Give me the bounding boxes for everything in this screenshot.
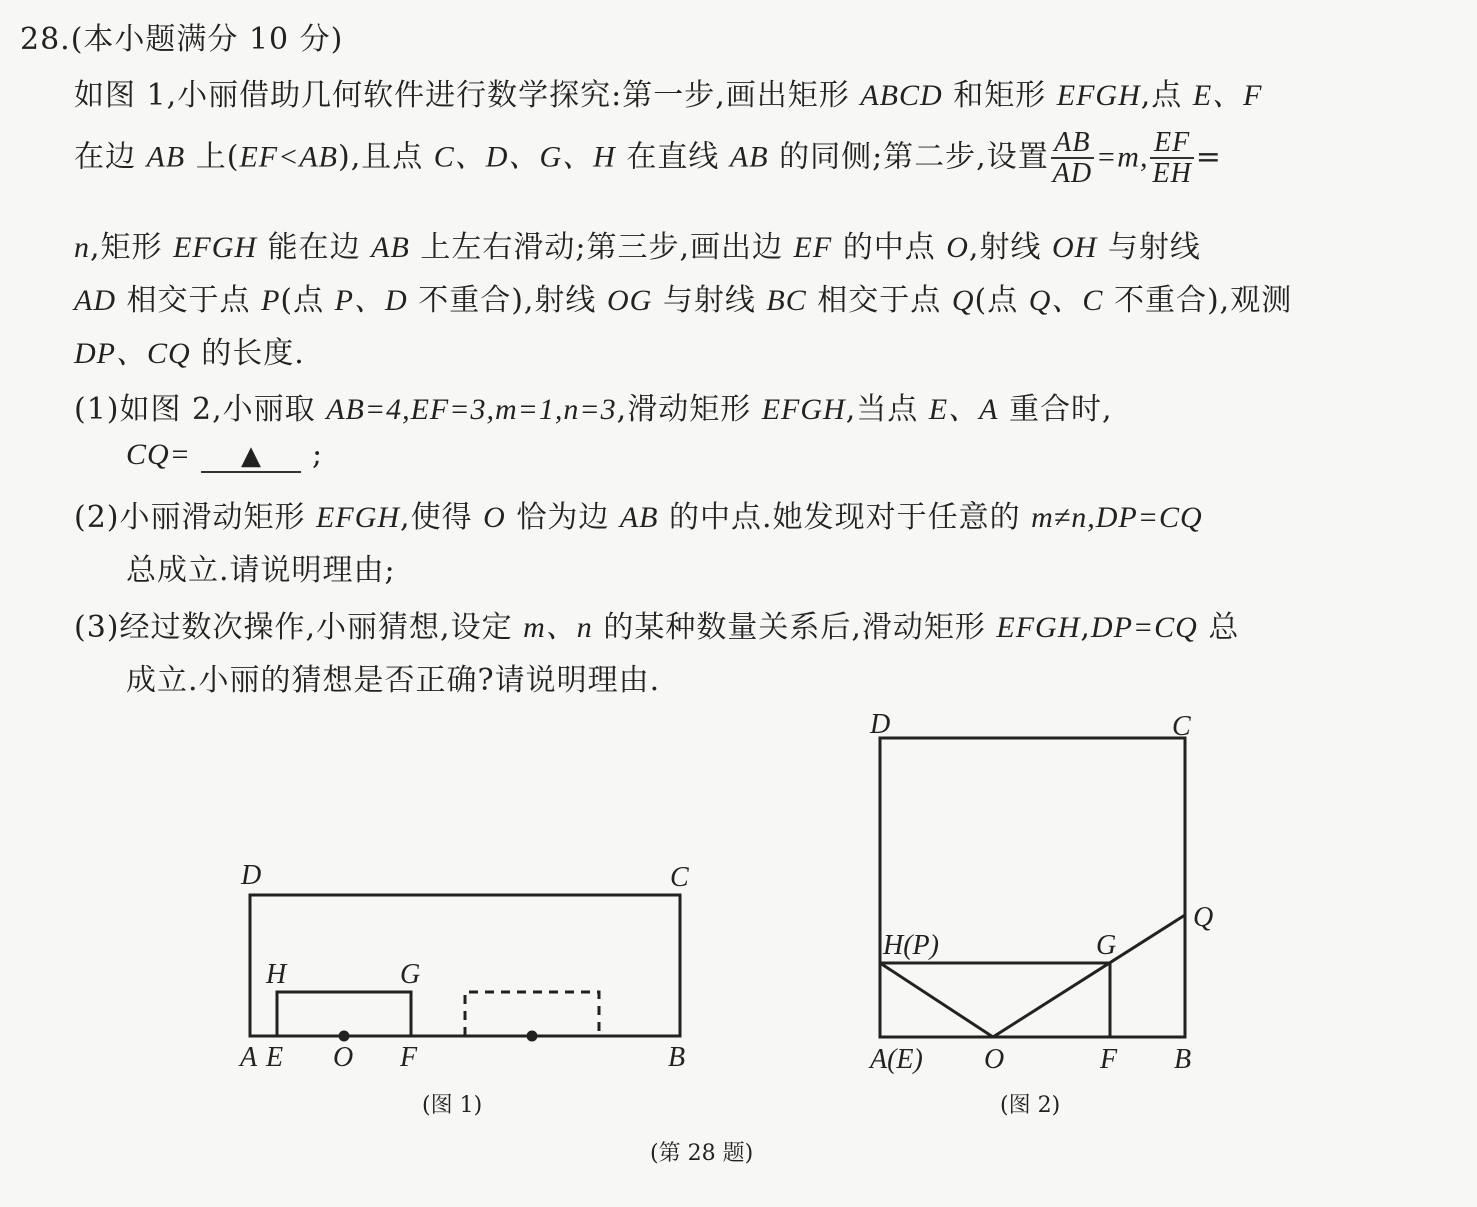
- label-o: O: [333, 1042, 354, 1073]
- math: P、D: [334, 284, 408, 317]
- math: Q、C: [1028, 284, 1104, 317]
- text: 上左右滑动;第三步,画出边: [409, 230, 794, 265]
- label-f: F: [1100, 1044, 1118, 1075]
- label-g: G: [400, 959, 421, 990]
- text: 总: [1197, 610, 1240, 645]
- text: 与射线: [1097, 230, 1201, 265]
- label-q: Q: [1193, 902, 1214, 933]
- numerator: AB: [1051, 128, 1094, 159]
- math: OH: [1052, 231, 1098, 264]
- label-f: F: [400, 1042, 418, 1073]
- text: ,当点: [845, 392, 929, 427]
- math: P: [261, 284, 281, 317]
- numerator: EF: [1150, 128, 1193, 159]
- ray-og: [993, 915, 1185, 1037]
- math: EFGH: [173, 231, 258, 264]
- text: ,射线: [968, 230, 1052, 265]
- rectangle-efgh: [277, 992, 411, 1036]
- label-a: A: [240, 1042, 258, 1073]
- math: EFGH: [996, 611, 1081, 644]
- label-a-e: A(E): [870, 1044, 923, 1075]
- denominator: AD: [1052, 158, 1093, 190]
- part-label: (3): [74, 610, 120, 645]
- text: 的某种数量关系后,滑动矩形: [592, 610, 997, 645]
- text: 和矩形: [942, 78, 1057, 113]
- text: 恰为边: [505, 500, 620, 535]
- figure-2: [880, 738, 1185, 1037]
- math: EF: [793, 231, 833, 264]
- text: 与射线: [652, 283, 767, 318]
- text: 不重合),观测: [1103, 283, 1293, 318]
- text: (点: [974, 283, 1029, 318]
- math: EFGH: [761, 393, 846, 426]
- point-o-moved: [528, 1032, 536, 1040]
- math: AD: [74, 284, 116, 317]
- text: 的长度.: [190, 336, 305, 371]
- label-e: E: [266, 1042, 284, 1073]
- math: EF<AB: [239, 140, 338, 174]
- label-h: H: [266, 959, 287, 990]
- text: 相交于点: [806, 283, 952, 318]
- part-label: (1): [74, 392, 120, 427]
- math: AB: [371, 231, 410, 264]
- text: ,滑动矩形: [616, 392, 762, 427]
- math: AB: [146, 140, 186, 174]
- label-c: C: [1172, 711, 1191, 742]
- text: 总成立.请说明理由;: [126, 553, 396, 588]
- math: O: [483, 501, 506, 534]
- text: 上(: [185, 139, 240, 175]
- score-note: (本小题满分 10 分): [70, 22, 344, 57]
- text: (点: [280, 283, 335, 318]
- math: ABCD: [860, 79, 943, 112]
- math: EFGH: [316, 501, 401, 534]
- math: DP=CQ: [1090, 611, 1198, 644]
- figure-1: [250, 895, 680, 1040]
- text: 相交于点: [116, 283, 262, 318]
- text: 的中点.她发现对于任意的: [658, 500, 1032, 535]
- answer-blank[interactable]: ▲: [201, 441, 301, 473]
- math: AB: [729, 140, 769, 174]
- text: 经过数次操作,小丽猜想,设定: [119, 610, 524, 645]
- text: 的中点: [832, 230, 947, 265]
- text: 如图 1,小丽借助几何软件进行数学探究:第一步,画出矩形: [74, 78, 861, 113]
- math: O: [946, 231, 969, 264]
- text: 小丽滑动矩形: [119, 500, 317, 535]
- math: BC: [766, 284, 807, 317]
- question-number: 28.: [20, 22, 71, 57]
- math: n: [74, 231, 90, 264]
- math: m、n: [523, 611, 593, 644]
- text: 的同侧;第二步,设置: [768, 139, 1049, 175]
- text: 重合时,: [998, 392, 1113, 427]
- label-c: C: [670, 862, 689, 893]
- rectangle-efgh-dashed: [465, 992, 599, 1036]
- figure-2-caption: (图 2): [1000, 1093, 1061, 1118]
- text: 成立.小丽的猜想是否正确?请说明理由.: [126, 663, 661, 698]
- math: m≠n,DP=CQ: [1031, 501, 1203, 534]
- question-figure-caption: (第 28 题): [650, 1141, 754, 1166]
- label-d: D: [870, 709, 891, 740]
- label-o: O: [984, 1044, 1005, 1075]
- ray-oh: [880, 963, 993, 1037]
- point-o: [340, 1032, 348, 1040]
- text: ,: [1080, 610, 1091, 645]
- text: 在边: [74, 139, 147, 175]
- text: 如图 2,小丽取: [119, 392, 327, 427]
- label-d: D: [241, 860, 262, 891]
- denominator: EH: [1152, 158, 1192, 190]
- math: E、A: [928, 393, 999, 426]
- text: ;: [312, 437, 324, 472]
- math: OG: [606, 284, 653, 317]
- part-label: (2): [74, 500, 120, 535]
- label-b: B: [668, 1042, 686, 1073]
- text: 不重合),射线: [407, 283, 607, 318]
- text: 能在边: [257, 230, 372, 265]
- math: AB=4,EF=3,m=1,n=3: [326, 393, 617, 426]
- math: E、F: [1192, 79, 1263, 112]
- text: ),且点: [338, 139, 434, 175]
- figure-1-caption: (图 1): [422, 1093, 483, 1118]
- math: CQ=: [126, 438, 191, 471]
- text: ,矩形: [90, 230, 174, 265]
- label-h-p: H(P): [883, 930, 939, 961]
- math: AB: [619, 501, 659, 534]
- math: =: [1195, 139, 1222, 175]
- text: ,使得: [400, 500, 484, 535]
- text: ,点: [1140, 78, 1193, 113]
- math: DP、CQ: [74, 337, 191, 370]
- math: Q: [951, 284, 975, 317]
- label-b: B: [1174, 1044, 1192, 1075]
- math: C、D、G、H: [433, 140, 616, 174]
- rectangle-efgh: [880, 963, 1110, 1037]
- label-g: G: [1096, 930, 1117, 961]
- math: EFGH: [1056, 79, 1141, 112]
- math: =m,: [1096, 140, 1149, 174]
- text: 在直线: [615, 139, 730, 175]
